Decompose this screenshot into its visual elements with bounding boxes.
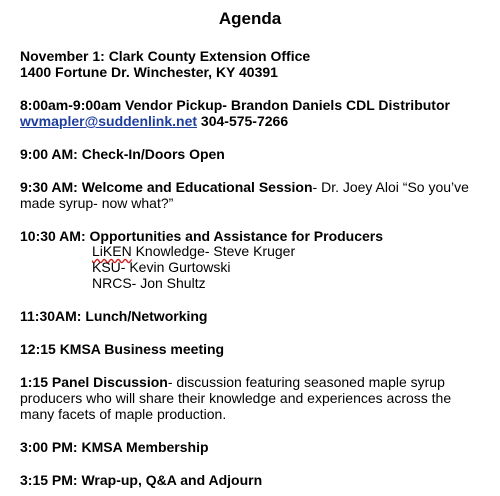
welcome-detail: - Dr. Joey Aloi “So you’ve — [312, 179, 469, 195]
presenter-item — [92, 259, 231, 275]
presenter-org: LiKEN — [92, 243, 132, 259]
presenter-org: NRCS — [92, 275, 132, 291]
page-title: Agenda — [218, 9, 282, 28]
panel-detail-line2: producers who will share their knowledge and experiences across the — [20, 390, 452, 406]
welcome-detail-continued: made syrup- now what?” — [20, 195, 174, 211]
panel-detail: - discussion featuring seasoned maple syrup — [167, 374, 445, 390]
checkin-item: 9:00 AM: Check-In/Doors Open — [20, 146, 225, 162]
presenter-name: Knowledge- Steve Kruger — [131, 243, 296, 259]
panel-detail-line3: many facets of maple production. — [20, 406, 227, 422]
panel-heading: 1:15 Panel Discussion — [20, 374, 168, 390]
welcome-item — [20, 179, 469, 195]
presenter-item — [92, 243, 295, 259]
vendor-pickup-line: 8:00am-9:00am Vendor Pickup- Brandon Daniels CDL Distributor — [20, 97, 450, 113]
panel-item — [20, 374, 445, 390]
lunch-item: 11:30AM: Lunch/Networking — [20, 308, 208, 324]
membership-item: 3:00 PM: KMSA Membership — [20, 439, 209, 455]
wrapup-item: 3:15 PM: Wrap-up, Q&A and Adjourn — [20, 472, 263, 488]
business-meeting-item: 12:15 KMSA Business meeting — [20, 341, 225, 357]
vendor-phone: 304-575-7266 — [200, 113, 289, 129]
vendor-contact — [20, 113, 288, 129]
event-address: 1400 Fortune Dr. Winchester, KY 40391 — [20, 64, 278, 80]
presenter-name: - Jon Shultz — [131, 275, 206, 291]
vendor-email-link[interactable]: wvmapler@suddenlink.net — [20, 113, 198, 129]
presenter-name: - Kevin Gurtowski — [120, 259, 231, 275]
opportunities-heading: 10:30 AM: Opportunities and Assistance for Producers — [20, 228, 384, 244]
event-date-location: November 1: Clark County Extension Office — [20, 48, 311, 64]
presenter-item — [92, 275, 206, 291]
presenter-org: KSU — [92, 259, 121, 275]
welcome-heading: 9:30 AM: Welcome and Educational Session — [20, 179, 313, 195]
